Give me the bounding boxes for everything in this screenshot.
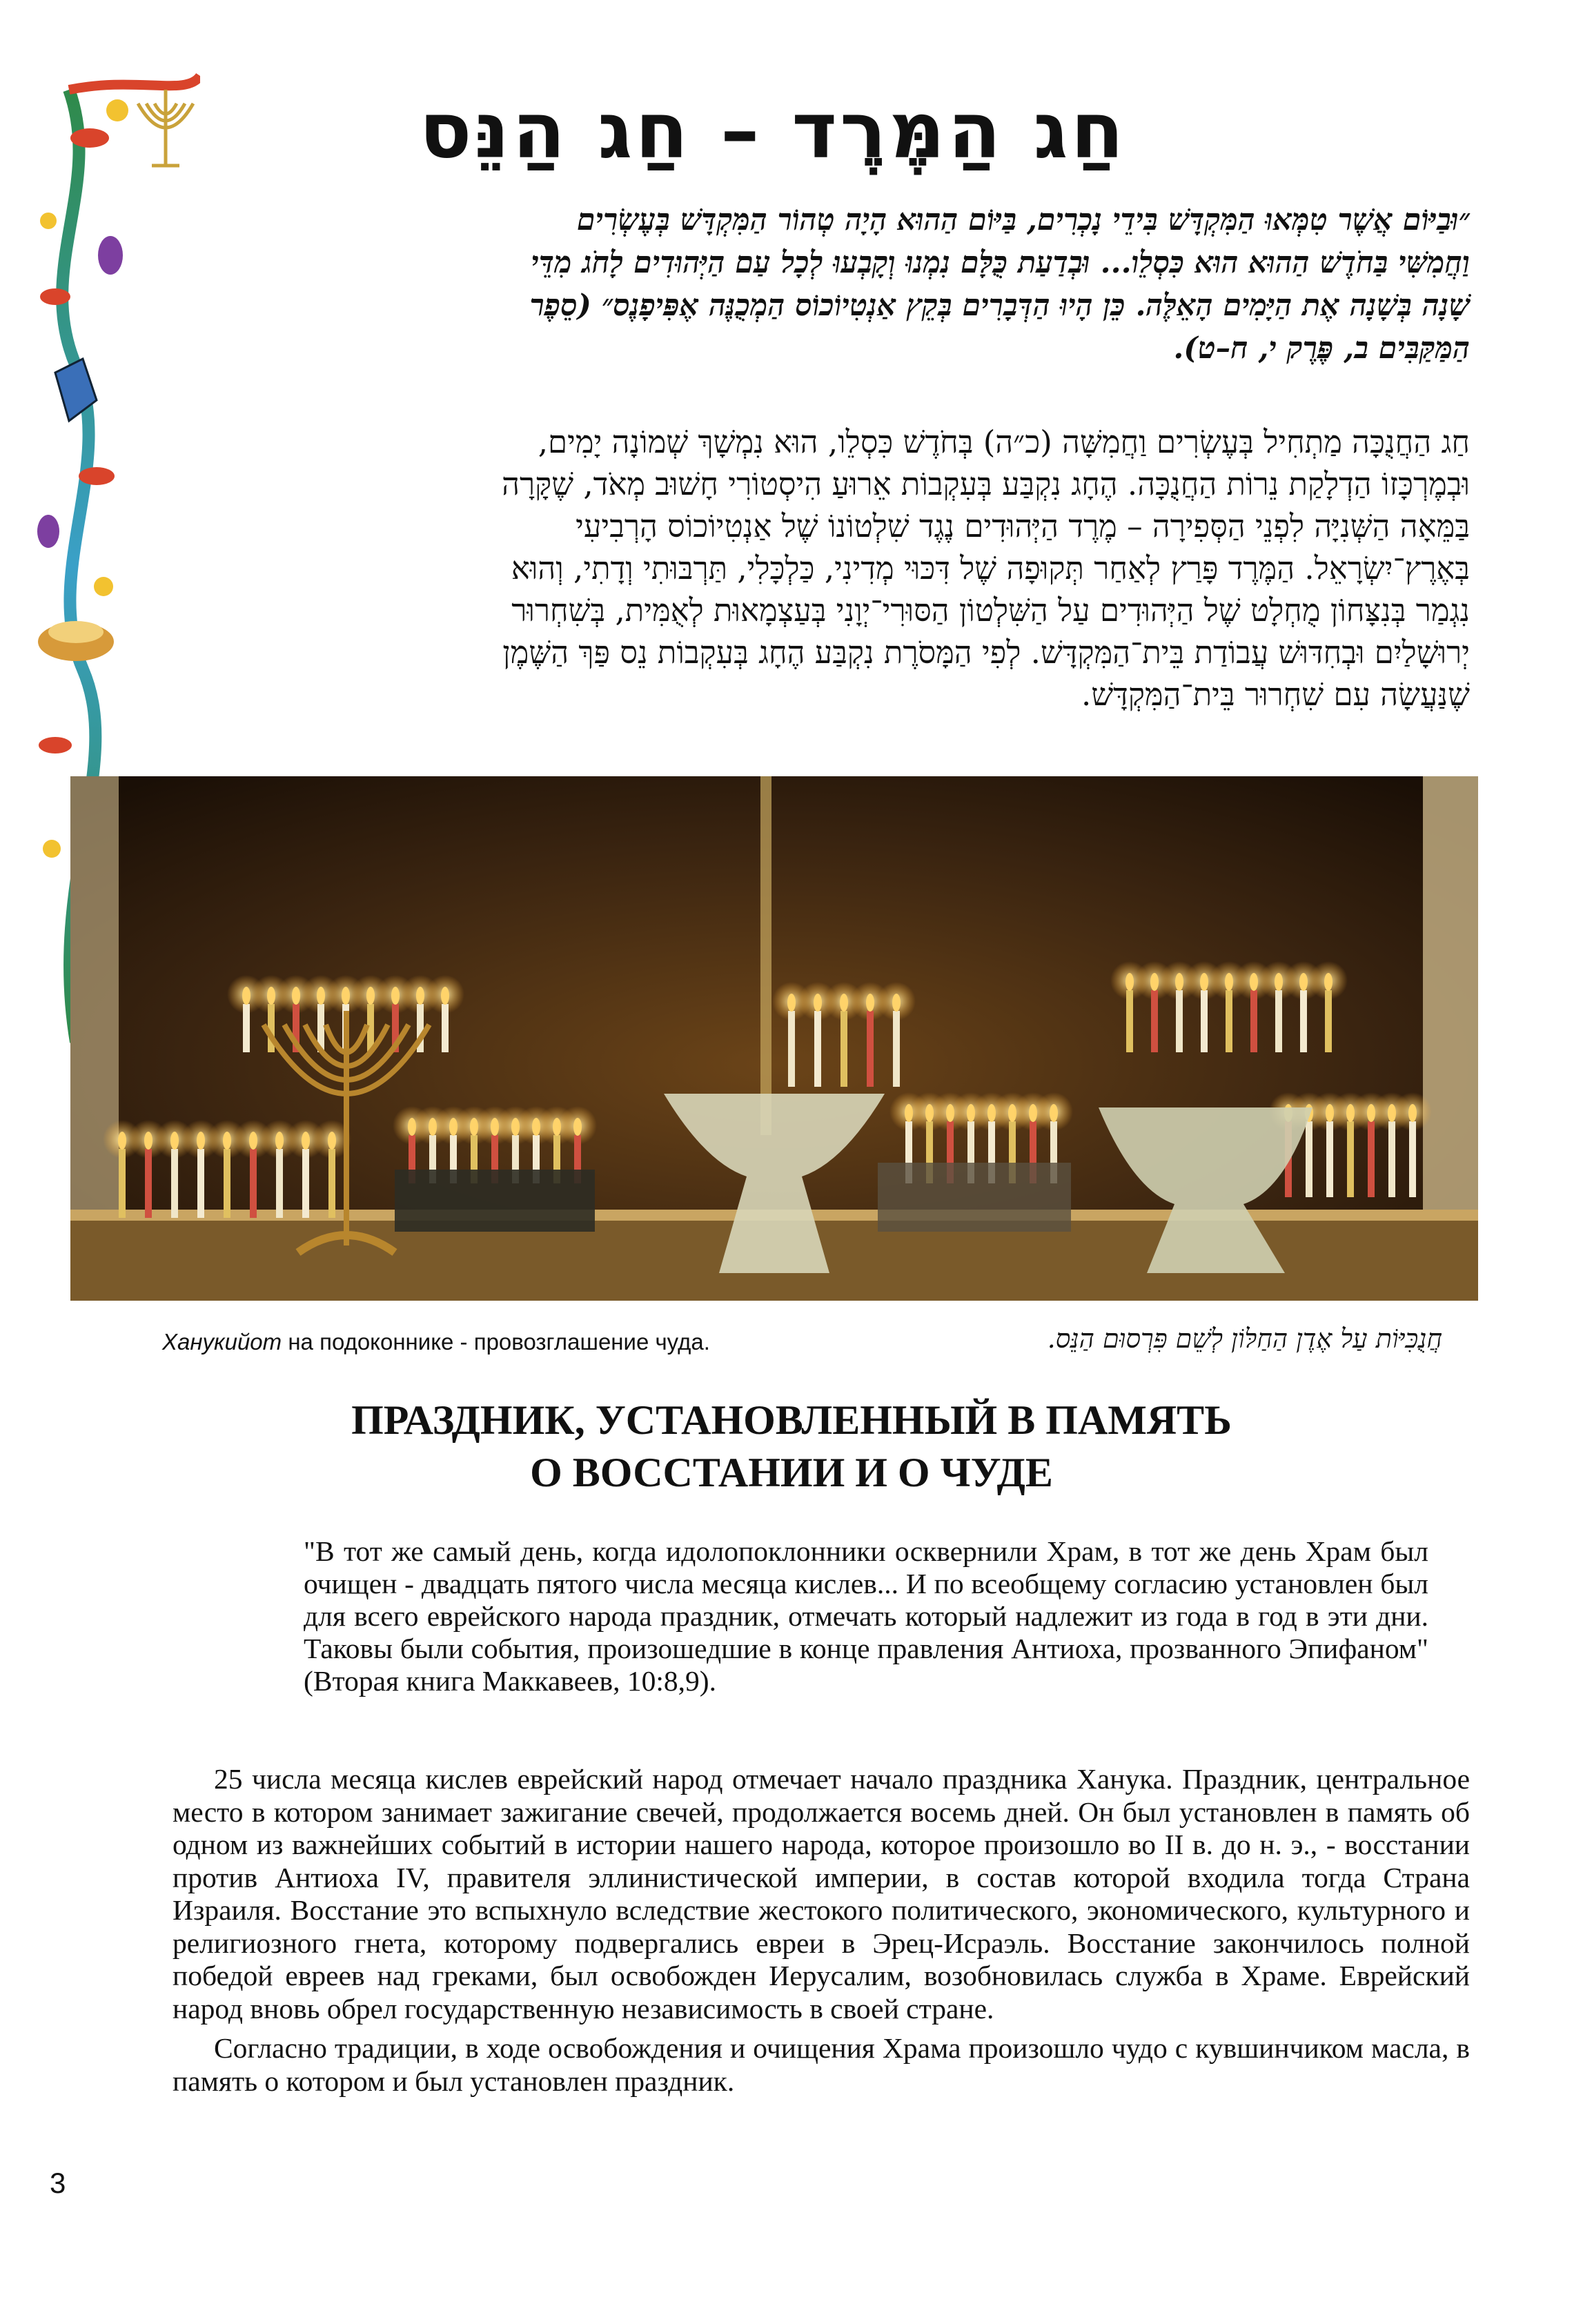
hebrew-body — [173, 421, 1470, 716]
page-number: 3 — [50, 2167, 66, 2199]
hebrew-body-line: וּבְמֶרְכָּזוֹ הַדְלָקַת נֵרוֹת הַחֲנֻכָּה. הֶחָג נִקְבַּע בְּעִקְבוֹת אֵרוּעַ הִיסְטוֹרִי חָשׁוּב מְאֹד, שֶׁקָּרָה — [502, 466, 1470, 502]
candle — [840, 1011, 847, 1087]
candle-flame — [441, 987, 449, 1005]
candle — [893, 1011, 900, 1087]
menorah-icon — [138, 90, 193, 166]
russian-title-line: ПРАЗДНИК, УСТАНОВЛЕННЫЙ В ПАМЯТЬ — [351, 1397, 1232, 1443]
candle-flame — [787, 994, 796, 1012]
candle — [224, 1149, 230, 1218]
candle-flame — [1125, 973, 1134, 991]
candle-flame — [317, 987, 325, 1005]
candle-flame — [342, 987, 350, 1005]
russian-title-line: О ВОССТАНИИ И О ЧУДЕ — [530, 1450, 1053, 1495]
russian-paragraph: 25 числа месяца кислев еврейский народ отмечает начало праздника Ханука. Праздник, центральное место в котором занимает зажигание свечей, продолжается восемь дней. Он был установлен в память об одном из важнейших событий в истории нашего народа, которое произошло во II в. до н. э., - восстании против Антиоха IV, правителя эллинистической империи, в состав которой входила тогда Страна Израиля. Восстание это вспыхнуло вследствие жестокого политического, экономического, культурного и религиозного гнета, которому подвергались евреи в Эрец-Исраэль. Восстание закончилось полной победой евреев над греками, был освобожден Иерусалим, возобновилась служба в Храме. Еврейский народ вновь обрел государственную независимость в своей стране. — [173, 1763, 1470, 2025]
candle — [788, 1011, 795, 1087]
candle — [1347, 1121, 1354, 1197]
candle-flame — [144, 1132, 153, 1150]
hebrew-body-line: יְרוּשָׁלַיִם וּבְחִדּוּשׁ עֲבוֹדַת בֵּית־הַמִּקְדָּשׁ. לְפִי הַמָּסֹרֶת נִקְבַּע הֶחָג בְּעִקְבוֹת נֵס פַּךְ הַשֶּׁמֶן — [502, 634, 1470, 671]
candle-flame — [366, 987, 375, 1005]
russian-title — [0, 1394, 1583, 1499]
candle — [1306, 1121, 1312, 1197]
candle-flame — [197, 1132, 205, 1150]
candle — [1275, 990, 1282, 1052]
hebrew-quote-line: שָׁנָה בְּשָׁנָה אֶת הַיָּמִים הָאֵלֶּה. כֵּן הָיוּ הַדְּבָרִים בְּקֵץ אַנְטִיוֹכוֹס הַמְכֻנֶּה אֶפִּיפָנֶס״ (סֵפֶר — [529, 288, 1470, 323]
menorah-photo — [70, 776, 1478, 1301]
hebrew-body-line: בַּמֵּאָה הַשְּׁנִיָּה לִפְנֵי הַסְּפִירָה – מֶרֶד הַיְּהוּדִים נֶגֶד שִׁלְטוֹנוֹ שֶׁל אַנְטִיוֹכוֹס הָרְבִיעִי — [576, 508, 1470, 544]
russian-body — [173, 1763, 1470, 2098]
candle — [171, 1149, 178, 1218]
candle — [1250, 990, 1257, 1052]
candle — [119, 1149, 126, 1218]
candle — [243, 1004, 250, 1052]
candle — [1326, 1121, 1333, 1197]
candle-flame — [292, 987, 300, 1005]
candle-flame — [267, 987, 275, 1005]
candle-flame — [249, 1132, 257, 1150]
candle-flame — [1299, 973, 1308, 991]
candle-flame — [1225, 973, 1233, 991]
hebrew-title: חַג הַמֶּרֶד – חַג הַנֵּס — [419, 86, 1127, 176]
candle-flame — [275, 1132, 284, 1150]
hebrew-quote-line: וַחֲמִשִּׁי בַּחֹדֶשׁ הַהוּא הוּא כִּסְלֵו... וּבְדַעַת כֻּלָּם נִמְנוּ וְקָבְעוּ לְכָל עַם הַיְּהוּדִים לָחֹג מִדֵּי — [531, 246, 1470, 280]
candle — [328, 1149, 335, 1218]
hebrew-body-line: נִגְמַר בְּנִצָּחוֹן מֻחְלָט שֶׁל הַיְּהוּדִים עַל הַשִּׁלְטוֹן הַסּוּרִי־יְוָנִי בְּעַצְמָאוּת לְאֻמִּית, בְּשִׁחְרוּר — [511, 592, 1470, 629]
photo-caption-russian — [162, 1326, 710, 1358]
candle-flame — [1050, 1104, 1058, 1122]
candle-flame — [302, 1132, 310, 1150]
hebrew-quote-line: ״וּבַיּוֹם אֲשֶׁר טִמְּאוּ הַמִּקְדָּשׁ בִּידֵי נָכְרִים, בַּיּוֹם הַהוּא הָיָה טְהוֹר הַמִּקְדָּשׁ בְּעֶשְׂרִים — [577, 203, 1470, 237]
candle — [145, 1149, 152, 1218]
candle — [1368, 1121, 1375, 1197]
candle-flame — [1275, 973, 1283, 991]
candle — [1325, 990, 1332, 1052]
candle-flame — [328, 1132, 336, 1150]
candle-flame — [1200, 973, 1208, 991]
candle — [1176, 990, 1183, 1052]
candle — [276, 1149, 283, 1218]
candle-flame — [892, 994, 901, 1012]
candle-flame — [573, 1118, 582, 1136]
candle — [1201, 990, 1208, 1052]
hebrew-body-line: חַג הַחֲנֻכָּה מַתְחִיל בְּעֶשְׂרִים וַחֲמִשָּׁה (כ״ה) בְּחֹדֶשׁ כִּסְלֵו, הוּא נִמְשָׁךְ שְׁמוֹנָה יָמִים, — [538, 424, 1470, 460]
candle-flame — [840, 994, 848, 1012]
caption-text: на подоконнике - провозглашение чуда. — [282, 1329, 710, 1355]
candle — [1126, 990, 1133, 1052]
candle-flame — [1324, 973, 1333, 991]
sufganiyot-icon — [38, 621, 114, 661]
candle — [814, 1011, 821, 1087]
candle — [1226, 990, 1232, 1052]
candle — [1300, 990, 1307, 1052]
candle-flame — [814, 994, 822, 1012]
candle-flame — [1175, 973, 1183, 991]
hebrew-body-line: שֶׁנַּעֲשָׂה עִם שִׁחְרוּר בֵּית־הַמִּקְדָּשׁ. — [1081, 676, 1470, 713]
candle — [197, 1149, 204, 1218]
russian-quote: "В тот же самый день, когда идолопоклонники осквернили Храм, в тот же день Храм был очищен - двадцать пятого числа месяца кислев... И по всеобщему согласию установлен был для всего еврейского народа праздник, отмечать который надлежит из года в год в эти дни. Таковы были события, произошедшие в конце правления Антиоха, прозванного Эпифаном" (Вторая книга Маккавеев, 10:8,9). — [304, 1535, 1428, 1697]
candle-flame — [1408, 1104, 1417, 1122]
candle-flame — [170, 1132, 179, 1150]
hebrew-quote — [173, 199, 1470, 370]
photo-caption-hebrew: חֲנֻכִּיּוֹת עַל אֶדֶן הַחַלּוֹן לְשֵׁם פִּרְסוּם הַנֵּס. — [1047, 1323, 1442, 1354]
candle — [1151, 990, 1158, 1052]
candle — [250, 1149, 257, 1218]
hebrew-body-line: בְּאֶרֶץ־יִשְׂרָאֵל. הַמֶּרֶד פָּרַץ לְאַחַר תְּקוּפָה שֶׁל דִּכּוּי מְדִינִי, כַּלְכָּלִי, תַּרְבּוּתִי וְדָתִי, וְהוּא — [511, 550, 1470, 587]
candle — [442, 1004, 449, 1052]
candle-flame — [223, 1132, 231, 1150]
candle — [867, 1011, 874, 1087]
candle-flame — [242, 987, 250, 1005]
candle — [302, 1149, 309, 1218]
candle-flame — [1250, 973, 1258, 991]
caption-italic-word: Ханукийот — [162, 1329, 282, 1355]
candle-flame — [391, 987, 400, 1005]
candle — [1409, 1121, 1416, 1197]
hebrew-quote-line: הַמַּקַּבִּים ב, פֶּרֶק י, ח–ט). — [1173, 331, 1470, 366]
candle-flame — [1150, 973, 1159, 991]
candle-flame — [118, 1132, 126, 1150]
candle — [1388, 1121, 1395, 1197]
candle-flame — [866, 994, 874, 1012]
candle-flame — [416, 987, 424, 1005]
russian-paragraph: Согласно традиции, в ходе освобождения и очищения Храма произошло чудо с кувшинчиком масла, в память о котором и был установлен праздник. — [173, 2032, 1470, 2097]
